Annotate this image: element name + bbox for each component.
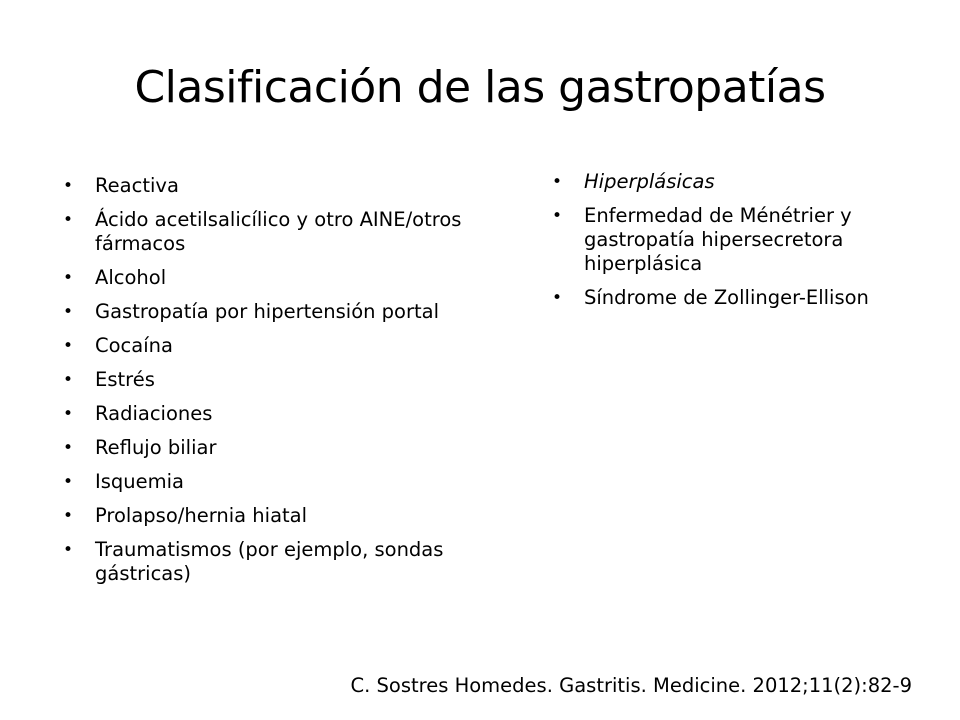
bullet-icon: • — [552, 206, 563, 226]
list-item-text: Gastropatía por hipertensión portal — [95, 300, 440, 323]
list-item-heading: Hiperplásicas — [584, 170, 715, 193]
bullet-icon: • — [63, 540, 74, 560]
bullet-icon: • — [63, 176, 74, 196]
list-item-text: Reflujo biliar — [95, 436, 217, 459]
list-item — [552, 170, 952, 194]
list-item — [63, 436, 463, 460]
list-item-text: Isquemia — [95, 470, 185, 493]
list-item-text: Ácido acetilsalicílico y otro AINE/otros fármacos — [95, 208, 462, 255]
list-item-text: Prolapso/hernia hiatal — [95, 504, 308, 527]
list-item — [63, 300, 463, 324]
list-item — [63, 208, 463, 256]
bullet-icon: • — [552, 172, 563, 192]
bullet-icon: • — [63, 438, 74, 458]
bullet-icon: • — [63, 506, 74, 526]
bullet-icon: • — [63, 268, 74, 288]
list-item-text: Enfermedad de Ménétrier y gastropatía hipersecretora hiperplásica — [584, 204, 852, 275]
bullet-icon: • — [63, 370, 74, 390]
list-item-text: Cocaína — [95, 334, 173, 357]
list-item — [63, 266, 463, 290]
bullet-icon: • — [63, 404, 74, 424]
list-item-text: Alcohol — [95, 266, 167, 289]
bullet-icon: • — [63, 210, 74, 230]
list-item-text: Síndrome de Zollinger-Ellison — [584, 286, 869, 309]
list-item — [63, 174, 463, 198]
bullet-icon: • — [63, 302, 74, 322]
right-bullet-list — [552, 170, 952, 320]
list-item — [63, 368, 463, 392]
list-item — [63, 470, 463, 494]
bullet-icon: • — [63, 472, 74, 492]
list-item-text: Radiaciones — [95, 402, 213, 425]
list-item-text: Estrés — [95, 368, 155, 391]
bullet-icon: • — [63, 336, 74, 356]
list-item — [63, 402, 463, 426]
list-item — [63, 334, 463, 358]
citation: C. Sostres Homedes. Gastritis. Medicine. 2012;11(2):82-9 — [350, 674, 912, 697]
list-item-text: Traumatismos (por ejemplo, sondas gástricas) — [95, 538, 444, 585]
list-item — [63, 504, 463, 528]
list-item — [552, 286, 952, 310]
list-item — [63, 538, 463, 586]
list-item — [552, 204, 952, 276]
slide-title: Clasificación de las gastropatías — [134, 62, 826, 113]
list-item-text: Reactiva — [95, 174, 179, 197]
left-bullet-list — [63, 174, 463, 596]
bullet-icon: • — [552, 288, 563, 308]
